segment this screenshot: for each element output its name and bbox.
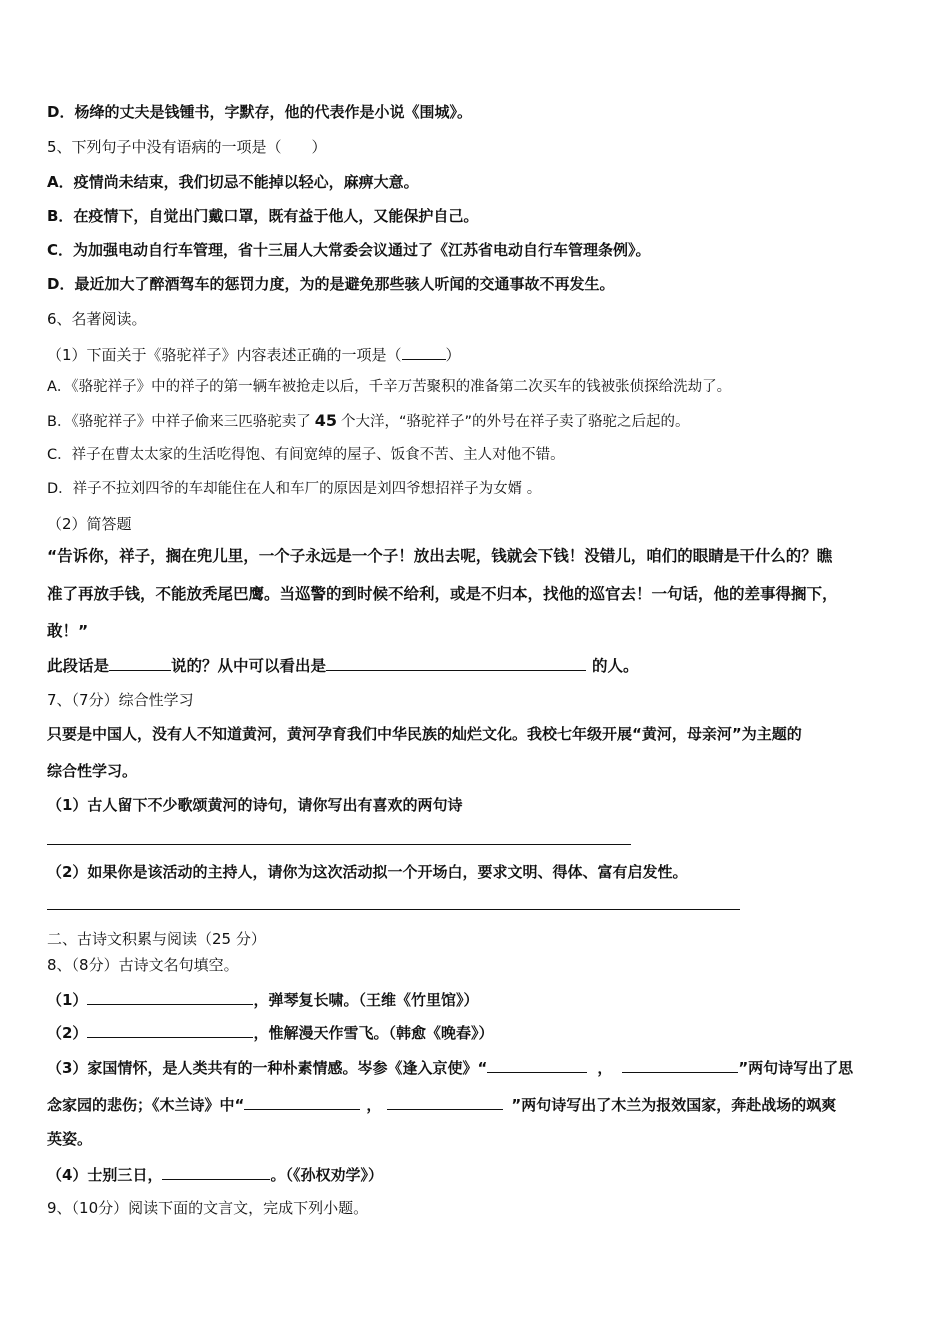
q8-item3-line1 [47,1056,853,1078]
q6-option-b-text1: B．《骆驼祥子》中祥子偷来三匹骆驼卖了 [47,414,311,430]
q7-part2: （2）如果你是该活动的主持人，请你为这次活动拟一个开场白，要求文明、得体、富有启发性。 [47,863,688,881]
q8-item4-text1: （4）士别三日， [47,1166,163,1184]
q4-option-d: D．杨绛的丈夫是钱锺书，字默存，他的代表作是小说《围城》。 [47,103,472,121]
answer-blank-q8-3d[interactable] [387,1093,503,1110]
q8-item3-text3: 念家园的悲伤；《木兰诗》中“ [47,1096,245,1114]
q6-stem: 6、名著阅读。 [47,310,147,328]
q5-option-b: B．在疫情下，自觉出门戴口罩，既有益于他人，又能保护自己。 [47,207,479,225]
answer-blank-q8-4[interactable] [162,1163,270,1180]
q5-option-c: C．为加强电动自行车管理，省十三届人大常委会议通过了《江苏省电动自行车管理条例》。 [47,241,651,259]
q9-stem: 9、（10分）阅读下面的文言文，完成下列小题。 [47,1199,369,1217]
answer-blank-q8-3a[interactable] [487,1056,587,1073]
q8-item3-comma: ， [597,1059,613,1077]
q6-option-c: C．祥子在曹太太家的生活吃得饱、有间宽绰的屋子、饭食不苦、主人对他不错。 [47,447,565,463]
answer-line-q7-1[interactable] [47,844,631,845]
answer-blank-speaker[interactable] [109,654,171,671]
q8-item2-text: ，惟解漫天作雪飞。（韩愈《晚春》） [253,1024,494,1042]
q6-quote-line1: “告诉你，祥子，搁在兜儿里，一个子永远是一个子！放出去呢，钱就会下钱！没错儿，咱们的眼睛是干什么的？瞧 [47,547,833,565]
q8-item3-comma2: ， [366,1096,382,1114]
q7-intro-line1: 只要是中国人，没有人不知道黄河，黄河孕育我们中华民族的灿烂文化。我校七年级开展“黄河，母亲河”为主题的 [47,725,802,743]
q6-question-text3: 的人。 [592,657,639,675]
q8-item1 [47,988,478,1010]
q6-option-b-number: 45 [314,411,337,430]
q6-question-text1: 此段话是 [47,657,110,675]
answer-blank-person[interactable] [326,654,586,671]
q6-quote-line2: 准了再放手钱，不能放秃尾巴鹰。当巡警的到时候不给利，或是不归本，找他的巡官去！一句话，他的差事得搁下， [47,585,838,603]
q8-item3-text2: ”两句诗写出了思 [738,1059,854,1077]
answer-blank-q8-3b[interactable] [622,1056,738,1073]
q6-option-d: D．祥子不拉刘四爷的车却能住在人和车厂的原因是刘四爷想招祥子为女婿 。 [47,481,542,497]
q8-item3-line3: 英姿。 [47,1130,93,1148]
q8-item1-label: （1） [47,991,88,1009]
q6-part2: （2）简答题 [47,515,132,533]
q6-part1-text: （1）下面关于《骆驼祥子》内容表述正确的一项是（ [47,346,402,364]
q8-item1-text: ，弹琴复长啸。（王维《竹里馆》） [253,991,479,1009]
q6-part1-end: ） [445,346,461,364]
q8-item2 [47,1021,493,1043]
q8-stem: 8、（8分）古诗文名句填空。 [47,956,239,974]
q8-item2-label: （2） [47,1024,88,1042]
q8-item3-line2 [47,1093,836,1115]
q6-part1 [47,343,461,365]
q8-item4-text2: 。（《孙权劝学》） [270,1166,383,1184]
answer-blank[interactable] [402,343,446,360]
q6-question [47,654,639,676]
q5-option-a: A．疫情尚未结束，我们切忌不能掉以轻心，麻痹大意。 [47,173,419,191]
q5-option-d: D．最近加大了醉酒驾车的惩罚力度，为的是避免那些骇人听闻的交通事故不再发生。 [47,275,615,293]
q7-part1: （1）古人留下不少歌颂黄河的诗句，请你写出有喜欢的两句诗 [47,796,463,814]
answer-blank-q8-2[interactable] [87,1021,253,1038]
answer-line-q7-2[interactable] [47,909,740,910]
section2-title: 二、古诗文积累与阅读（25 分） [47,930,266,948]
q5-stem: 5、下列句子中没有语病的一项是（ ） [47,138,327,156]
q6-question-text2: 说的？从中可以看出是 [171,657,327,675]
q6-option-a: A．《骆驼祥子》中的祥子的第一辆车被抢走以后，千辛万苦聚积的准备第二次买车的钱被张侦探给洗劫了。 [47,379,732,395]
q6-option-b [47,411,690,432]
answer-blank-q8-1[interactable] [87,988,253,1005]
answer-blank-q8-3c[interactable] [244,1093,360,1110]
q7-intro-line2: 综合性学习。 [47,762,138,780]
q6-option-b-text2: 个大洋，“骆驼祥子”的外号在祥子卖了骆驼之后起的。 [340,414,690,430]
q8-item3-text4: ”两句诗写出了木兰为报效国家，奔赴战场的飒爽 [511,1096,837,1114]
q6-quote-line3: 敢！” [47,622,89,640]
q7-stem: 7、（7分）综合性学习 [47,691,194,709]
q8-item4 [47,1163,383,1185]
q8-item3-text1: （3）家国情怀，是人类共有的一种朴素情感。岑参《逢入京使》“ [47,1059,488,1077]
